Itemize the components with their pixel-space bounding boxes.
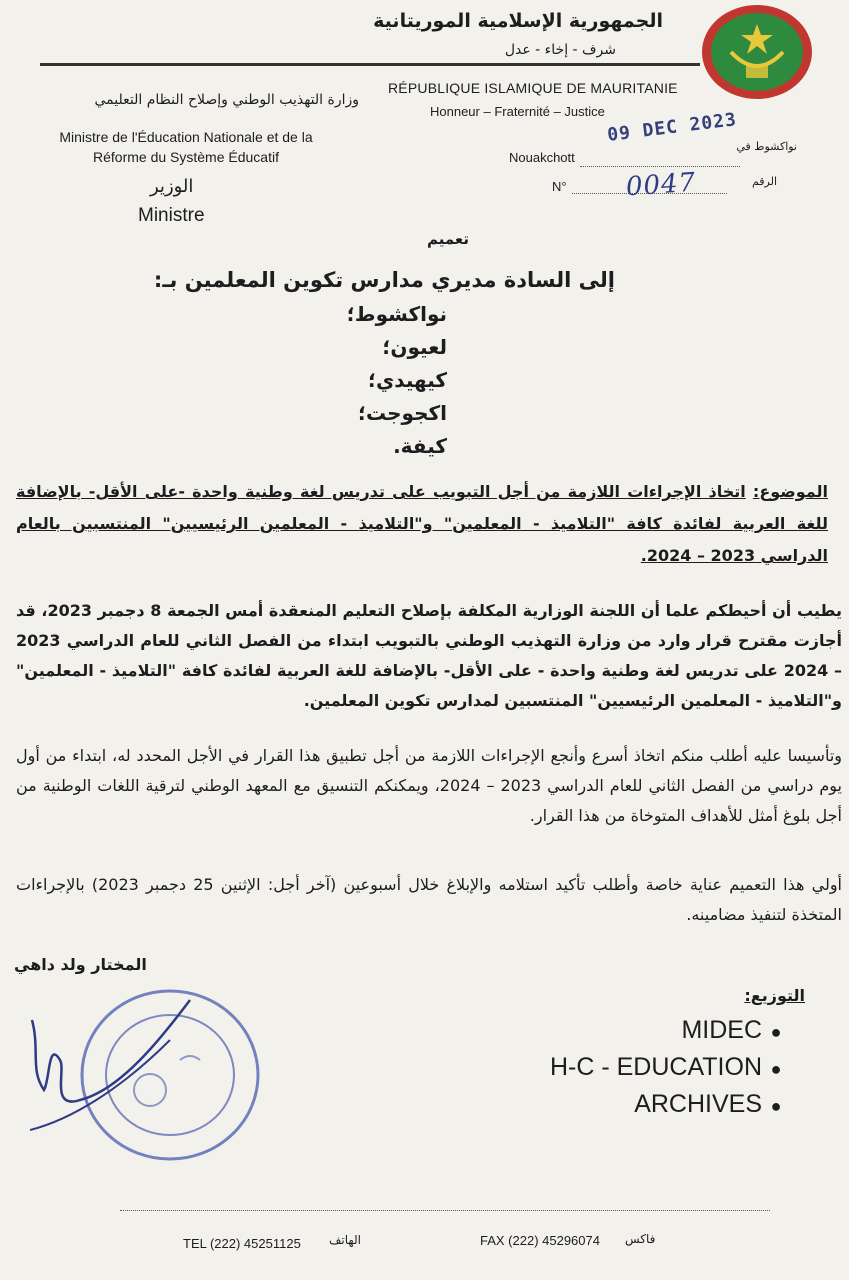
distribution-item: [540, 1050, 790, 1087]
subject-label: الموضوع:: [752, 482, 828, 501]
city-list-item: نواكشوط؛: [346, 302, 447, 326]
country-name-arabic: الجمهورية الإسلامية الموريتانية: [373, 10, 663, 32]
minister-title-french: Ministre: [138, 205, 205, 226]
header-divider: [40, 63, 700, 66]
number-label-arabic: الرقم: [751, 175, 777, 188]
city-list-item: كيفة.: [393, 434, 447, 458]
body-paragraph-3: أولي هذا التعميم عناية خاصة وأطلب تأكيد استلامه والإبلاغ خلال أسبوعين (آخر أجل: الإثنين 25 دجمبر 2023) بالإجراءات المتخذة لتنفيذ مضامينه.: [16, 875, 842, 924]
ministry-name-french: Ministre de l'Éducation Nationale et de la Réforme du Système Éducatif: [59, 129, 313, 165]
distribution-title: التوزيع:: [744, 986, 805, 1005]
document-type: تعميم: [426, 230, 469, 248]
subject: [16, 476, 828, 572]
signer-name: المختار ولد داهي: [14, 955, 147, 974]
country-name-french: RÉPUBLIQUE ISLAMIQUE DE MAURITANIE: [388, 80, 678, 96]
bullet-icon: ●: [770, 1059, 782, 1079]
telephone-label-arabic: الهاتف: [329, 1233, 361, 1247]
distribution-item: [540, 1013, 790, 1050]
body-paragraph-1: يطيب أن أحيطكم علما أن اللجنة الوزارية المكلفة بإصلاح التعليم المنعقدة أمس الجمعة 8 دجمبر 2023، قد أجازت مقترح قرار وارد من وزارة التهذيب الوطني بالتبويب ابتداء من الفصل الثاني للعام الدراسي 2023 – 2024 على تدريس لغة وطنية واحدة - على الأقل- بالإضافة للغة العربية لفائدة كافة "التلاميذ - المعلمين" و"التلاميذ - المعلمين الرئيسيين" المنتسبين لمدارس تكوين المعلمين.: [16, 601, 843, 710]
date-stamp: 09 DEC 2023: [606, 109, 739, 146]
distribution-item-label: MIDEC: [681, 1016, 762, 1044]
body-paragraph-2: وتأسيسا عليه أطلب منكم اتخاذ أسرع وأنجع الإجراءات اللازمة من أجل تطبيق هذا القرار في الأجل المحدد له، ابتداء من أول يوم دراسي من الفصل الثاني للعام الدراسي 2023 – 2024، ويمكنكم التنسيق مع المعهد الوطني لترقية اللغات الوطنية من أجل بلوغ أمثل للأهداف المتوخاة من هذا القرار.: [16, 746, 843, 825]
number-label-french: N°: [552, 179, 567, 194]
fax-number: FAX (222) 45296074: [480, 1233, 600, 1248]
distribution-item: [540, 1087, 790, 1124]
addressee: إلى السادة مديري مدارس تكوين المعلمين بـ:: [153, 268, 615, 292]
bullet-icon: ●: [770, 1022, 782, 1042]
bullet-icon: ●: [770, 1096, 782, 1116]
city-list: [287, 298, 447, 463]
ministry-name-arabic: وزارة التهذيب الوطني وإصلاح النظام التعليمي: [94, 92, 359, 108]
motto-french: Honneur – Fraternité – Justice: [430, 104, 605, 119]
city-label-french: Nouakchott: [509, 150, 575, 165]
city-list-item: اكجوجت؛: [357, 401, 447, 425]
footer-divider: [120, 1210, 770, 1211]
distribution-list: [540, 1013, 790, 1124]
motto-arabic: شرف - إخاء - عدل: [504, 42, 616, 58]
subject-text: اتخاذ الإجراءات اللازمة من أجل التبويب على تدريس لغة وطنية واحدة -على الأقل- بالإضافة للغة العربية لفائدة كافة "التلاميذ - المعلمين" و"التلاميذ - المعلمين الرئيسيين" المنتسبين بالعام الدراسي 2023 – 2024.: [16, 482, 828, 565]
city-list-item: كيهيدي؛: [367, 368, 447, 392]
national-seal-icon: [698, 2, 816, 102]
reference-number: 0047: [625, 167, 698, 203]
minister-title-arabic: الوزير: [150, 176, 194, 197]
telephone-number: TEL (222) 45251125: [183, 1236, 301, 1251]
city-label-arabic: نواكشوط في: [736, 140, 797, 153]
fax-label-arabic: فاكس: [625, 1232, 656, 1246]
date-dotted-line: [580, 166, 740, 167]
distribution-item-label: H-C - EDUCATION: [549, 1053, 762, 1081]
city-list-item: لعيون؛: [382, 335, 447, 359]
official-stamp-icon: [30, 980, 270, 1170]
distribution-item-label: ARCHIVES: [634, 1090, 762, 1118]
